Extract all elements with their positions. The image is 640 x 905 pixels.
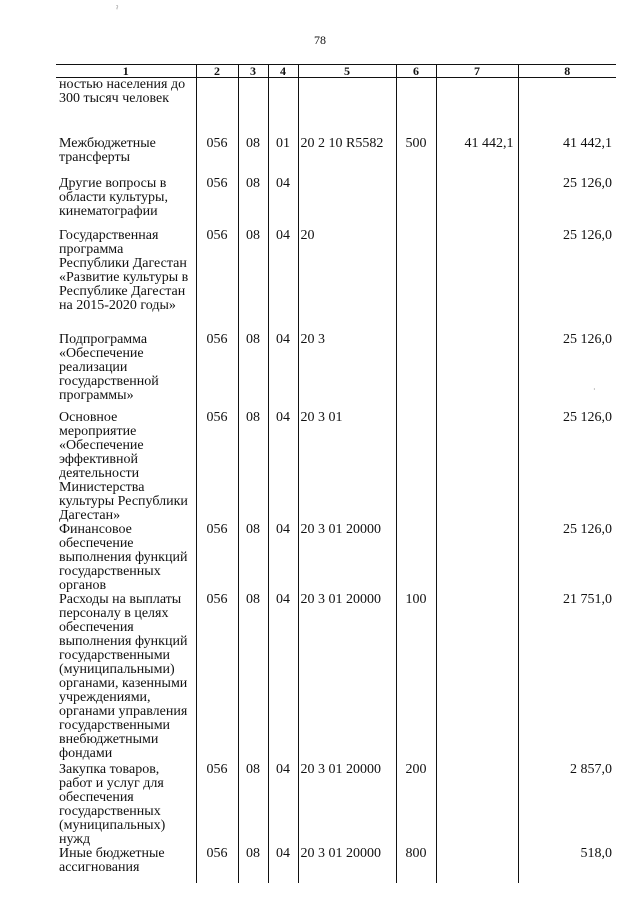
cell-amount-8: 25 126,0 (518, 523, 616, 593)
cell-amount-7 (436, 229, 518, 333)
table-row (56, 523, 616, 593)
cell-code-admin: 056 (196, 847, 238, 883)
cell-target-article: 20 3 01 20000 (298, 593, 396, 763)
page-number: 78 (314, 33, 326, 47)
cell-code-admin (196, 78, 238, 137)
cell-section (238, 78, 268, 137)
row-name: Другие вопросы в области культуры, кинематографии (59, 175, 168, 219)
header-row (56, 65, 616, 78)
cell-amount-8: 2 857,0 (518, 763, 616, 847)
cell-amount-8 (518, 78, 616, 137)
cell-section: 08 (238, 763, 268, 847)
cell-subsection: 04 (268, 177, 298, 229)
cell-section: 08 (238, 333, 268, 411)
cell-amount-7 (436, 593, 518, 763)
cell-expense-type: 100 (396, 593, 436, 763)
row-name: Иные бюджетные ассигнования (59, 845, 165, 875)
cell-expense-type: 800 (396, 847, 436, 883)
cell-section: 08 (238, 847, 268, 883)
header-cell: 2 (196, 65, 238, 78)
cell-subsection: 04 (268, 523, 298, 593)
cell-target-article: 20 3 01 20000 (298, 763, 396, 847)
table-row (56, 229, 616, 333)
header-cell: 4 (268, 65, 298, 78)
header-cell: 6 (396, 65, 436, 78)
table-row (56, 593, 616, 763)
table-row (56, 137, 616, 177)
cell-amount-7 (436, 333, 518, 411)
cell-expense-type: 500 (396, 137, 436, 177)
cell-code-admin: 056 (196, 763, 238, 847)
cell-section: 08 (238, 523, 268, 593)
row-name: Закупка товаров, работ и услуг для обеспечения государственных (муниципальных) нужд (59, 761, 166, 847)
cell-subsection: 01 (268, 137, 298, 177)
cell-amount-8: 25 126,0 (518, 177, 616, 229)
cell-subsection: 04 (268, 229, 298, 333)
row-name: Межбюджетные трансферты (59, 135, 156, 165)
cell-target-article: 20 3 01 20000 (298, 847, 396, 883)
scan-dot: · (593, 385, 596, 394)
cell-expense-type (396, 333, 436, 411)
cell-target-article: 20 3 (298, 333, 396, 411)
cell-target-article (298, 78, 396, 137)
row-name: Финансовое обеспечение выполнения функций государственных органов (59, 521, 188, 593)
cell-target-article (298, 177, 396, 229)
cell-expense-type: 200 (396, 763, 436, 847)
cell-expense-type (396, 411, 436, 523)
cell-amount-7 (436, 523, 518, 593)
table-row (56, 763, 616, 847)
row-name: Расходы на выплаты персоналу в целях обеспечения выполнения функций государственными (муниципальными) органами, казенными учреждениями, органами управления государственными внебюджетными фондами (59, 591, 188, 761)
cell-code-admin: 056 (196, 229, 238, 333)
cell-code-admin: 056 (196, 411, 238, 523)
cell-code-admin: 056 (196, 593, 238, 763)
header-cell: 3 (238, 65, 268, 78)
cell-amount-7: 41 442,1 (436, 137, 518, 177)
cell-amount-8: 25 126,0 (518, 411, 616, 523)
cell-section: 08 (238, 411, 268, 523)
cell-target-article: 20 3 01 (298, 411, 396, 523)
cell-subsection: 04 (268, 411, 298, 523)
cell-target-article: 20 2 10 R5582 (298, 137, 396, 177)
cell-expense-type (396, 78, 436, 137)
cell-target-article: 20 (298, 229, 396, 333)
cell-code-admin: 056 (196, 137, 238, 177)
header-cell: 1 (56, 65, 196, 78)
cell-amount-8: 21 751,0 (518, 593, 616, 763)
header-cell: 8 (518, 65, 616, 78)
row-name: Основное мероприятие «Обеспечение эффективной деятельности Министерства культуры Республики Дагестан» (59, 409, 188, 523)
cell-amount-8: 41 442,1 (518, 137, 616, 177)
table-row (56, 333, 616, 411)
row-name: ностью населения до 300 тысяч человек (59, 77, 186, 106)
table-row (56, 411, 616, 523)
table-row (56, 177, 616, 229)
cell-code-admin: 056 (196, 523, 238, 593)
table-row (56, 78, 616, 137)
cell-amount-7 (436, 763, 518, 847)
cell-subsection: 04 (268, 763, 298, 847)
scan-mark: ˀ (116, 4, 119, 14)
cell-code-admin: 056 (196, 177, 238, 229)
cell-expense-type (396, 177, 436, 229)
cell-subsection: 04 (268, 847, 298, 883)
header-cell: 7 (436, 65, 518, 78)
cell-amount-7 (436, 78, 518, 137)
row-name: Государственная программа Республики Дагестан «Развитие культуры в Республике Дагестан на 2015-2020 годы» (59, 227, 189, 313)
cell-section: 08 (238, 593, 268, 763)
cell-section: 08 (238, 229, 268, 333)
cell-amount-8: 518,0 (518, 847, 616, 883)
cell-amount-7 (436, 847, 518, 883)
cell-subsection: 04 (268, 593, 298, 763)
cell-amount-7 (436, 411, 518, 523)
table-row (56, 847, 616, 883)
cell-target-article: 20 3 01 20000 (298, 523, 396, 593)
row-name: Подпрограмма «Обеспечение реализации государственной программы» (59, 331, 159, 403)
cell-expense-type (396, 229, 436, 333)
header-cell: 5 (298, 65, 396, 78)
cell-section: 08 (238, 177, 268, 229)
budget-table (56, 64, 616, 883)
cell-code-admin: 056 (196, 333, 238, 411)
cell-amount-8: 25 126,0 (518, 229, 616, 333)
cell-amount-8: 25 126,0 (518, 333, 616, 411)
cell-amount-7 (436, 177, 518, 229)
cell-section: 08 (238, 137, 268, 177)
cell-subsection (268, 78, 298, 137)
cell-subsection: 04 (268, 333, 298, 411)
cell-expense-type (396, 523, 436, 593)
